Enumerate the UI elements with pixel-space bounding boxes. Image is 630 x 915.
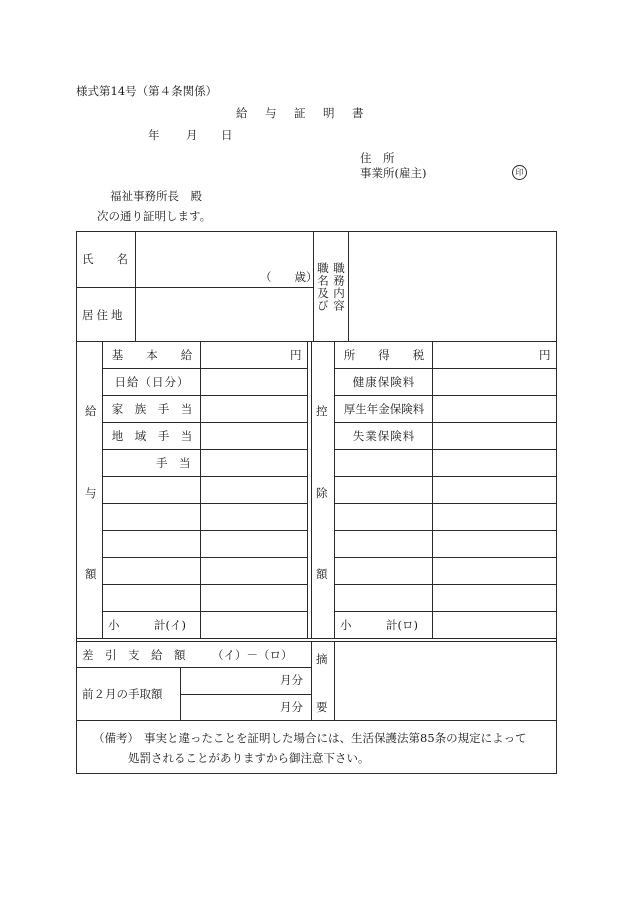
position-label: 職名及び bbox=[316, 262, 330, 312]
age-label: （ 歳） bbox=[260, 270, 318, 284]
form-number: 様式第14号（第４条関係） bbox=[76, 84, 218, 98]
deduction-section-label-3: 額 bbox=[316, 567, 328, 581]
salary-row-basic: 基 本 給 bbox=[111, 348, 193, 362]
statement: 次の通り証明します。 bbox=[97, 209, 212, 223]
address-label: 住 所 bbox=[360, 151, 395, 165]
salary-subtotal: 小 計(イ) bbox=[108, 618, 186, 632]
date-day: 日 bbox=[221, 128, 233, 142]
remarks-label-1: 摘 bbox=[316, 652, 328, 666]
previous-month-1: 月分 bbox=[280, 673, 303, 687]
salary-row-regional: 地 域 手 当 bbox=[111, 429, 193, 443]
salary-row-allowance: 手 当 bbox=[156, 456, 191, 470]
notes-line-2: 処罰されることがありますから御注意下さい。 bbox=[128, 751, 370, 765]
salary-section-label-2: 与 bbox=[85, 486, 97, 500]
deduction-unit: 円 bbox=[539, 348, 551, 362]
duties-label: 職務内容 bbox=[332, 262, 346, 312]
salary-row-family: 家 族 手 当 bbox=[111, 402, 193, 416]
notes-line-1: 事実と違ったことを証明した場合には、生活保護法第85条の規定によって bbox=[144, 731, 527, 745]
employer-label: 事業所(雇主) bbox=[360, 166, 427, 180]
previous-label: 前２月の手取額 bbox=[82, 687, 163, 701]
salary-unit: 円 bbox=[290, 348, 302, 362]
date-month: 月 bbox=[186, 128, 198, 142]
notes-label: （備考） bbox=[93, 731, 139, 745]
deduction-row-income-tax: 所 得 税 bbox=[343, 348, 425, 362]
seal-icon: 印 bbox=[512, 165, 527, 180]
date-year: 年 bbox=[148, 128, 160, 142]
net-pay-label: 差 引 支 給 額 bbox=[82, 648, 186, 662]
salary-section-label-1: 給 bbox=[85, 404, 97, 418]
deduction-section-label-1: 控 bbox=[316, 404, 328, 418]
deduction-section-label-2: 除 bbox=[316, 486, 328, 500]
previous-month-2: 月分 bbox=[280, 700, 303, 714]
deduction-subtotal: 小 計(ロ) bbox=[340, 618, 418, 632]
name-label: 氏 名 bbox=[82, 252, 128, 266]
net-pay-formula: （イ）－（ロ） bbox=[212, 648, 293, 662]
recipient: 福祉事務所長 殿 bbox=[110, 189, 202, 203]
salary-section-label-3: 額 bbox=[85, 567, 97, 581]
remarks-label-2: 要 bbox=[316, 700, 328, 714]
deduction-row-unemployment: 失業保険料 bbox=[352, 429, 416, 443]
document-title: 給 与 証 明 書 bbox=[236, 106, 367, 120]
salary-row-daily: 日給（日分） bbox=[114, 375, 190, 389]
deduction-row-pension: 厚生年金保険料 bbox=[343, 402, 425, 416]
deduction-row-health: 健康保険料 bbox=[352, 375, 416, 389]
residence-label: 居住地 bbox=[82, 308, 126, 322]
